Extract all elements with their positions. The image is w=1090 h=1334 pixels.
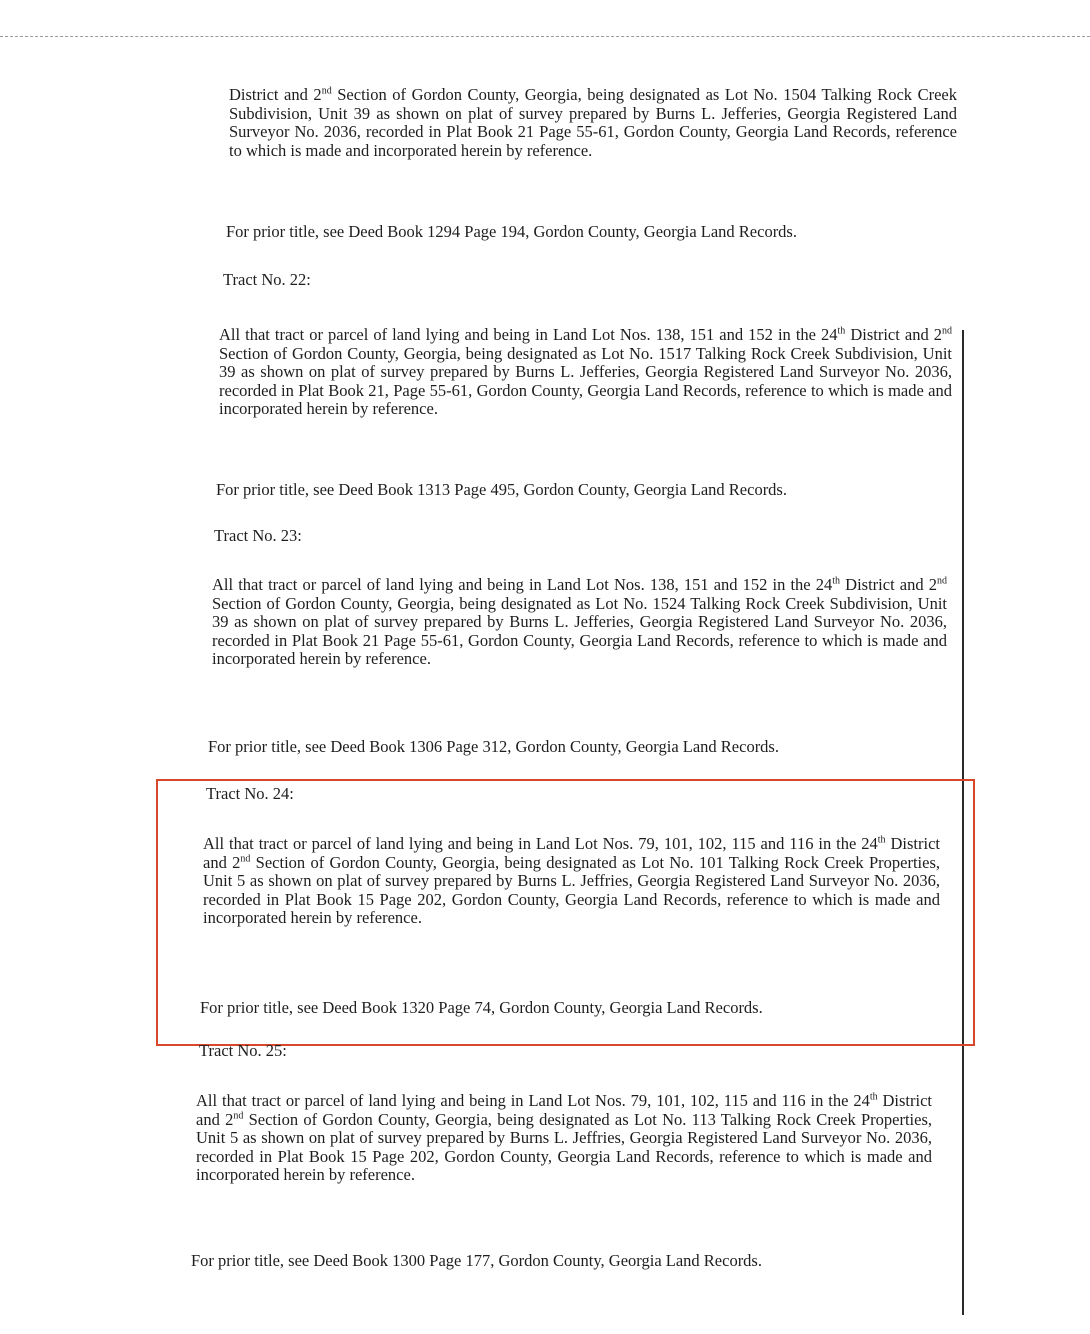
prior-title-line: For prior title, see Deed Book 1320 Page 74, Gordon County, Georgia Land Records. [200, 998, 763, 1017]
prior-title-line: For prior title, see Deed Book 1306 Page 312, Gordon County, Georgia Land Records. [208, 737, 779, 756]
prior-title-line: For prior title, see Deed Book 1294 Page 194, Gordon County, Georgia Land Records. [226, 222, 797, 241]
scan-top-edge [0, 36, 1090, 37]
tract-paragraph: All that tract or parcel of land lying and being in Land Lot Nos. 138, 151 and 152 in the 24th District and 2nd Section of Gordon County, Georgia, being designated as Lot No. 1524 Talking Rock Creek Subdivision, Unit 39 as shown on plat of survey prepared by Burns L. Jefferies, Georgia Registered Land Surveyor No. 2036, recorded in Plat Book 21 Page 55-61, Gordon County, Georgia Land Records, reference to which is made and incorporated herein by reference. [212, 575, 947, 668]
tract-heading: Tract No. 25: [199, 1041, 287, 1060]
prior-title-line: For prior title, see Deed Book 1313 Page 495, Gordon County, Georgia Land Records. [216, 480, 787, 499]
tract-paragraph: All that tract or parcel of land lying and being in Land Lot Nos. 138, 151 and 152 in the 24th District and 2nd Section of Gordon County, Georgia, being designated as Lot No. 1517 Talking Rock Creek Subdivision, Unit 39 as shown on plat of survey prepared by Burns L. Jefferies, Georgia Registered Land Surveyor No. 2036, recorded in Plat Book 21, Page 55-61, Gordon County, Georgia Land Records, reference to which is made and incorporated herein by reference. [219, 325, 952, 418]
tract-heading: Tract No. 23: [214, 526, 302, 545]
prior-title-line: For prior title, see Deed Book 1300 Page 177, Gordon County, Georgia Land Records. [191, 1251, 762, 1270]
tract-heading: Tract No. 22: [223, 270, 311, 289]
tract-paragraph: All that tract or parcel of land lying and being in Land Lot Nos. 79, 101, 102, 115 and 116 in the 24th District and 2nd Section of Gordon County, Georgia, being designated as Lot No. 113 Talking Rock Creek Properties, Unit 5 as shown on plat of survey prepared by Burns L. Jeffries, Georgia Registered Land Surveyor No. 2036, recorded in Plat Book 15 Page 202, Gordon County, Georgia Land Records, reference to which is made and incorporated herein by reference. [196, 1091, 932, 1184]
continued-paragraph: District and 2nd Section of Gordon County, Georgia, being designated as Lot No. 1504 Talking Rock Creek Subdivision, Unit 39 as shown on plat of survey prepared by Burns L. Jefferies, Georgia Registered Land Surveyor No. 2036, recorded in Plat Book 21 Page 55-61, Gordon County, Georgia Land Records, reference to which is made and incorporated herein by reference. [229, 85, 957, 160]
tract-paragraph: All that tract or parcel of land lying and being in Land Lot Nos. 79, 101, 102, 115 and 116 in the 24th District and 2nd Section of Gordon County, Georgia, being designated as Lot No. 101 Talking Rock Creek Properties, Unit 5 as shown on plat of survey prepared by Burns L. Jeffries, Georgia Registered Land Surveyor No. 2036, recorded in Plat Book 15 Page 202, Gordon County, Georgia Land Records, reference to which is made and incorporated herein by reference. [203, 834, 940, 927]
tract-heading: Tract No. 24: [206, 784, 294, 803]
